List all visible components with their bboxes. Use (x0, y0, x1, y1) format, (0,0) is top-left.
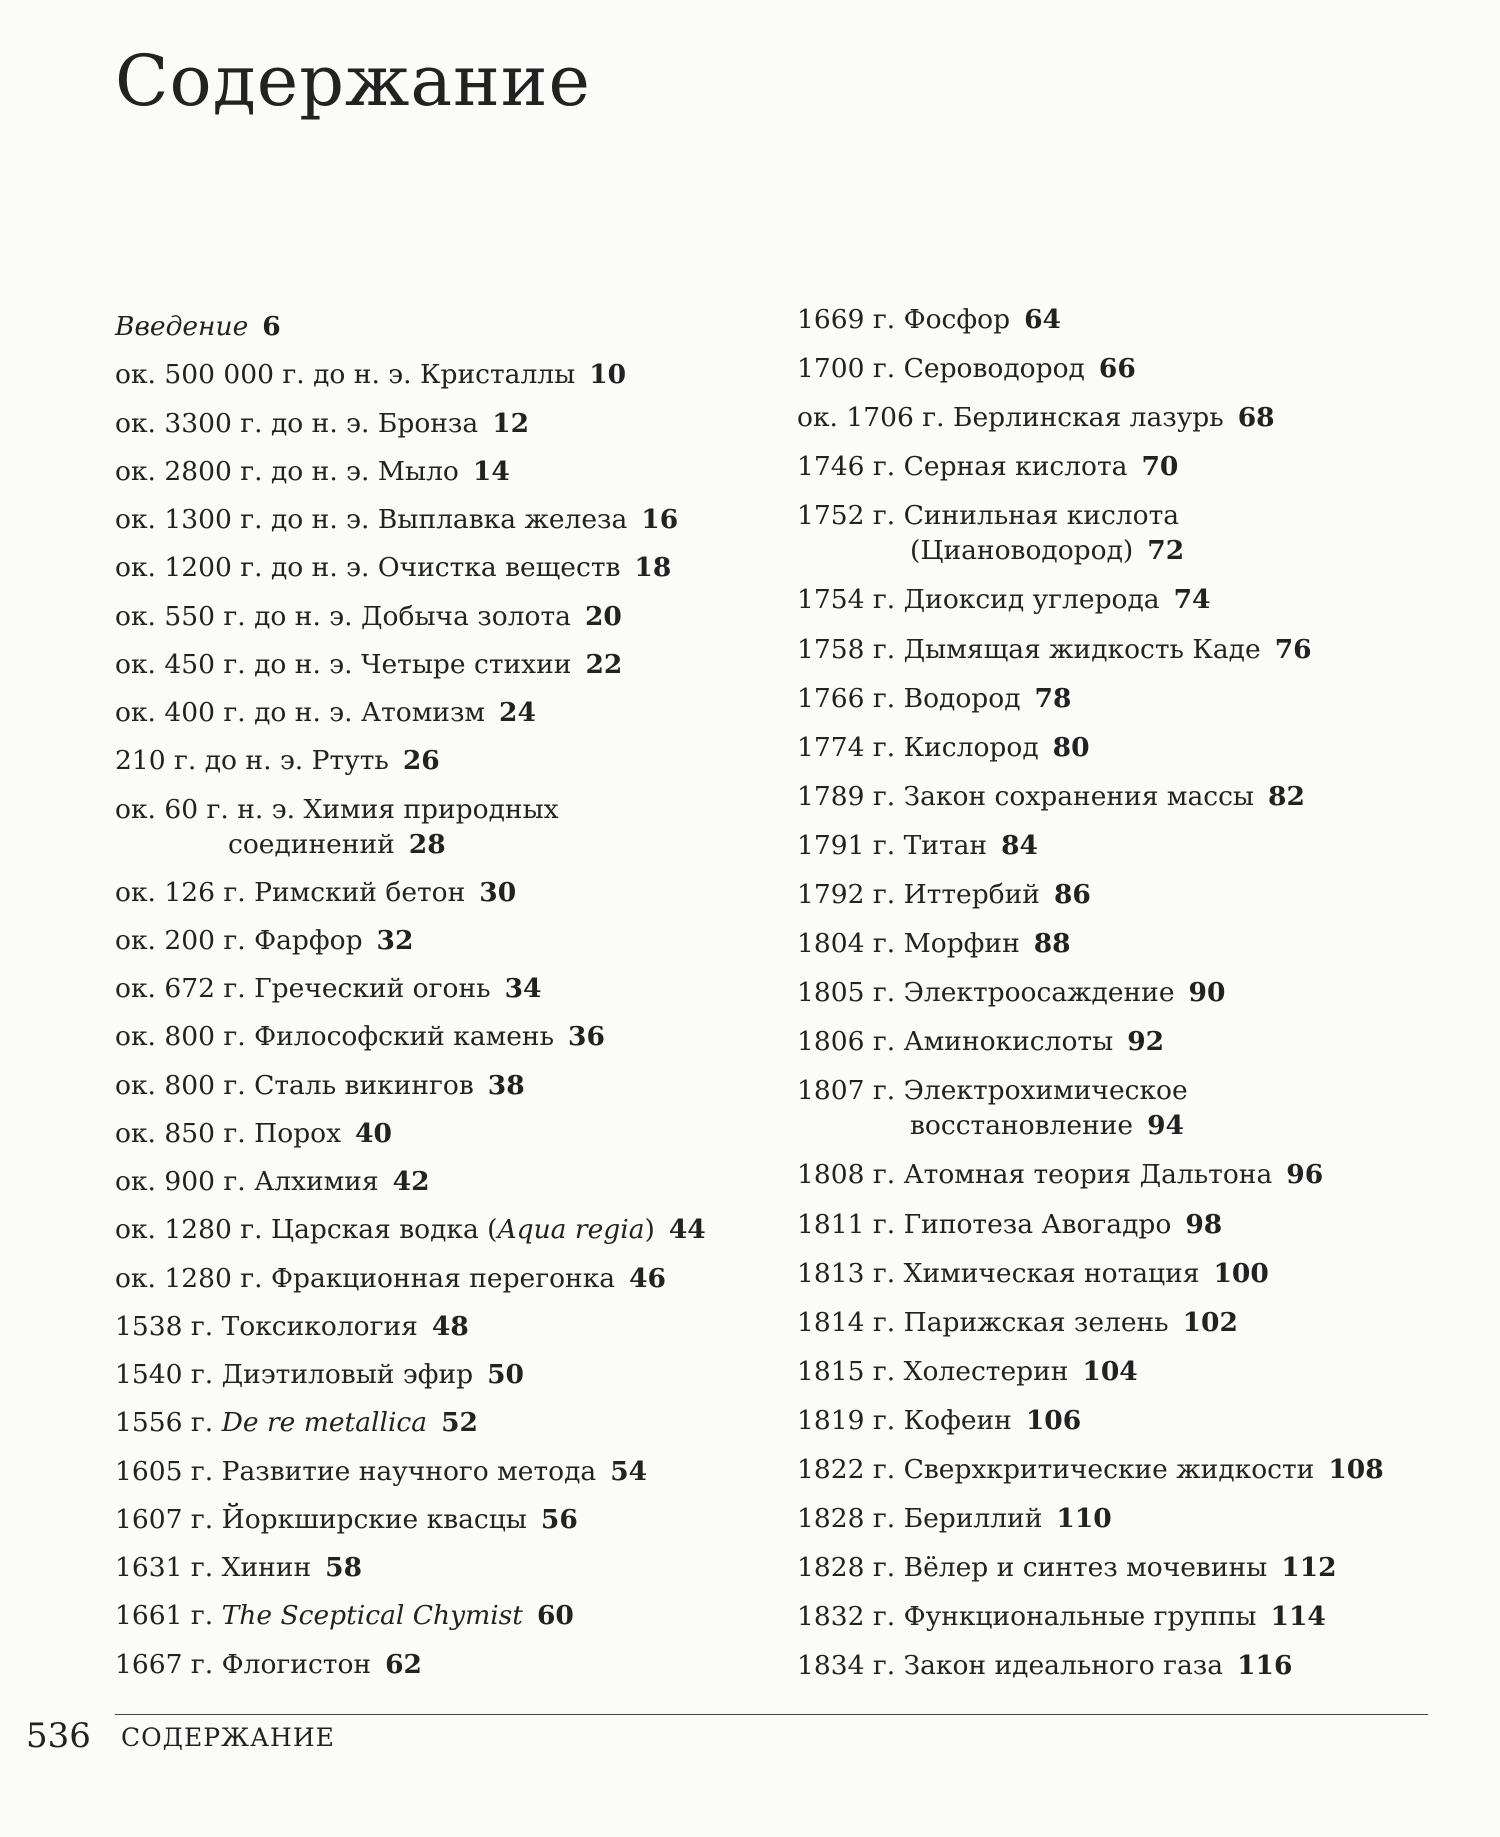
toc-entry-page-number: 22 (585, 648, 623, 680)
toc-entry-title-continuation: (Циановодород) (910, 535, 1134, 567)
toc-entry[interactable] (797, 449, 1178, 484)
toc-entry-date: 1766 г. (797, 682, 896, 714)
toc-entry-date: ок. 126 г. (115, 876, 246, 908)
toc-entry[interactable] (797, 828, 1038, 863)
toc-entry-date: 1605 г. (115, 1455, 214, 1487)
toc-entry-date: 1832 г. (797, 1601, 896, 1633)
toc-entry-title: Сталь викингов (254, 1069, 474, 1101)
toc-entry-date: ок. 550 г. до н. э. (115, 600, 353, 632)
toc-entry[interactable] (115, 1598, 574, 1633)
toc-entry-date: ок. 1706 г. (797, 402, 945, 434)
toc-entry-title: Фарфор (254, 924, 363, 956)
toc-entry-title: Закон идеального газа (903, 1650, 1224, 1682)
toc-entry-title: Фосфор (903, 304, 1011, 335)
toc-entry[interactable] (797, 1452, 1384, 1487)
toc-entry[interactable] (115, 1502, 578, 1537)
page-title: Содержание (115, 40, 591, 122)
toc-entry-page-number: 90 (1188, 977, 1226, 1009)
toc-entry-title: Царская водка ( (270, 1214, 498, 1246)
toc-entry-page-number: 34 (504, 973, 542, 1004)
toc-entry-title: Морфин (903, 928, 1020, 960)
toc-entry[interactable] (797, 877, 1091, 912)
toc-entry[interactable] (115, 1164, 430, 1199)
toc-entry-date: 1700 г. (797, 353, 896, 385)
toc-entry-page-number: 20 (584, 600, 622, 632)
toc-entry-title: Атомизм (361, 697, 486, 728)
toc-entry-title: Титан (903, 829, 988, 861)
toc-entry-title: Сверхкритические жидкости (903, 1454, 1315, 1485)
toc-entry[interactable] (115, 357, 626, 392)
toc-entry-date: ок. 1200 г. до н. э. (115, 552, 370, 584)
toc-entry-page-number: 100 (1213, 1257, 1269, 1289)
toc-entry-date: 1669 г. (797, 304, 896, 335)
toc-entry[interactable] (115, 1309, 469, 1344)
toc-entry-date: 1828 г. (797, 1552, 896, 1584)
toc-entry-page-number: 84 (1001, 829, 1038, 861)
toc-entry-date: ок. 2800 г. до н. э. (115, 455, 370, 487)
toc-entry-date: 1828 г. (797, 1503, 896, 1535)
toc-entry-page-number: 62 (385, 1648, 422, 1680)
toc-entry-page-number: 64 (1024, 304, 1061, 335)
toc-entry-date: 1815 г. (797, 1355, 896, 1387)
toc-entry-date: 1746 г. (797, 451, 896, 483)
toc-entry-date: 1538 г. (115, 1310, 214, 1342)
toc-entry[interactable] (797, 681, 1071, 716)
toc-entry-date: 210 г. до н. э. (115, 745, 304, 777)
toc-entry-title: Выплавка железа (377, 504, 628, 535)
toc-entry-title: Электроосаждение (903, 977, 1175, 1009)
toc-entry-title: Ртуть (311, 745, 389, 777)
toc-entry-title: Фракционная перегонка (270, 1262, 616, 1294)
toc-entry-title: Кофеин (903, 1404, 1012, 1436)
toc-entry-page-number: 92 (1127, 1026, 1165, 1058)
toc-entry[interactable] (797, 302, 1061, 337)
toc-entry-title: Синильная кислота (903, 500, 1180, 532)
toc-entry-page-number: 24 (499, 697, 536, 728)
toc-entry[interactable] (115, 1405, 478, 1440)
toc-entry-title: Берлинская лазурь (952, 402, 1224, 434)
toc-entry[interactable] (115, 406, 529, 441)
toc-entry-page-number: 104 (1082, 1355, 1138, 1387)
toc-entry-date: ок. 850 г. (115, 1117, 246, 1149)
toc-entry[interactable] (115, 971, 541, 1006)
toc-entry[interactable] (797, 1305, 1238, 1340)
toc-entry-title: De re metallica (221, 1407, 428, 1439)
toc-entry-title: Развитие научного метода (221, 1455, 597, 1487)
toc-entry-title: Аминокислоты (903, 1026, 1114, 1058)
toc-entry-page-number: 36 (568, 1021, 605, 1053)
toc-entry[interactable] (115, 502, 678, 537)
toc-entry[interactable] (115, 1647, 422, 1682)
toc-entry-page-number: 46 (629, 1262, 666, 1294)
toc-entry-page-number: 52 (441, 1407, 478, 1439)
toc-entry-title: Диэтиловый эфир (221, 1359, 474, 1390)
toc-entry-date: 1661 г. (115, 1600, 214, 1632)
toc-entry-date: ок. 400 г. до н. э. (115, 697, 353, 728)
toc-entry[interactable] (115, 792, 559, 862)
toc-entry-page-number: 110 (1056, 1503, 1112, 1535)
toc-entry-title: Мыло (377, 455, 459, 487)
toc-entry-page-number: 48 (431, 1310, 469, 1342)
toc-entry-date: 1540 г. (115, 1359, 214, 1390)
toc-entry-title: Кислород (903, 731, 1039, 763)
toc-entry-title-continuation: восстановление (910, 1110, 1134, 1142)
toc-entry-page-number: 66 (1098, 353, 1136, 385)
toc-entry-title: Римский бетон (254, 876, 466, 908)
toc-entry-page-number: 82 (1268, 780, 1305, 812)
toc-entry-title: Дымящая жидкость Каде (903, 633, 1261, 665)
toc-entry-title: Функциональные группы (903, 1601, 1257, 1633)
toc-entry-date: ок. 800 г. (115, 1069, 246, 1101)
toc-entry-date: 1792 г. (797, 879, 896, 910)
toc-entry[interactable] (115, 309, 281, 344)
toc-entry-title: Гипотеза Авогадро (903, 1208, 1172, 1240)
toc-entry-title-continuation: соединений (228, 828, 395, 860)
toc-entry-date: 1789 г. (797, 780, 896, 812)
toc-entry-date: 1822 г. (797, 1454, 896, 1485)
toc-entry-page-number: 18 (634, 552, 672, 584)
toc-entry[interactable] (115, 1550, 362, 1585)
toc-entry[interactable] (115, 1261, 666, 1296)
toc-entry-page-number: 50 (487, 1359, 524, 1390)
toc-entry-title: Парижская зелень (903, 1306, 1169, 1338)
toc-entry[interactable] (797, 1550, 1337, 1585)
toc-entry[interactable] (115, 1212, 706, 1247)
toc-entry-page-number: 30 (479, 876, 517, 908)
toc-entry-date: 1807 г. (797, 1075, 896, 1107)
toc-entry-title: The Sceptical Chymist (221, 1600, 523, 1632)
toc-entry-date: 1804 г. (797, 928, 896, 960)
toc-entry-page-number: 14 (472, 455, 510, 487)
toc-entry-title: Йоркширские квасцы (221, 1503, 527, 1535)
toc-entry-title: Четыре стихии (361, 648, 572, 680)
toc-entry-title: Химия природных (303, 793, 559, 825)
toc-entry-date: ок. 900 г. (115, 1166, 246, 1197)
toc-entry[interactable] (797, 975, 1225, 1010)
toc-entry[interactable] (797, 351, 1136, 386)
toc-entry[interactable] (797, 498, 1184, 568)
toc-entry-date: ок. 1280 г. (115, 1262, 263, 1294)
toc-entry-page-number: 16 (641, 504, 679, 535)
toc-entry-date: 1819 г. (797, 1404, 896, 1436)
toc-entry-page-number: 60 (536, 1600, 574, 1632)
toc-entry[interactable] (797, 1354, 1138, 1389)
toc-entry-title-italic: Aqua regia (497, 1214, 645, 1246)
toc-entry-title: Водород (903, 682, 1021, 714)
toc-entry-title: Сероводород (903, 353, 1085, 385)
toc-entry-date: ок. 450 г. до н. э. (115, 648, 353, 680)
toc-entry-date: ок. 800 г. (115, 1021, 246, 1053)
toc-entry[interactable] (115, 1068, 525, 1103)
toc-entry-page-number: 32 (376, 924, 414, 956)
toc-entry-date: 1805 г. (797, 977, 896, 1009)
toc-entry-title: Философский камень (254, 1021, 555, 1053)
toc-entry-page-number: 12 (492, 407, 530, 439)
toc-entry-page-number: 28 (408, 828, 446, 860)
toc-entry-title: Вёлер и синтез мочевины (903, 1552, 1268, 1584)
toc-entry-page-number: 68 (1237, 402, 1275, 434)
toc-entry-date: 1808 г. (797, 1159, 896, 1191)
toc-entry-page-number: 102 (1182, 1306, 1238, 1338)
toc-entry[interactable] (115, 647, 622, 682)
footer-section-label: СОДЕРЖАНИЕ (121, 1723, 335, 1752)
toc-entry[interactable] (797, 1256, 1269, 1291)
toc-entry-date: ок. 1280 г. (115, 1214, 263, 1246)
toc-entry[interactable] (797, 1501, 1112, 1536)
toc-entry[interactable] (797, 1599, 1326, 1634)
toc-entry[interactable] (797, 1157, 1323, 1192)
toc-entry-date: 1556 г. (115, 1407, 214, 1439)
toc-entry-title: Добыча золота (361, 600, 571, 632)
toc-entry-title: Серная кислота (903, 451, 1128, 483)
toc-entry-page-number: 108 (1328, 1454, 1384, 1485)
toc-entry-page-number: 106 (1025, 1404, 1082, 1436)
toc-entry[interactable] (797, 1073, 1188, 1143)
toc-entry[interactable] (797, 1648, 1292, 1683)
toc-entry-date: ок. 3300 г. до н. э. (115, 407, 370, 439)
toc-entry-date: ок. 672 г. (115, 973, 246, 1004)
toc-entry-date: 1813 г. (797, 1257, 896, 1289)
toc-entry-title: Диоксид углерода (903, 584, 1160, 616)
toc-entry-date: 1607 г. (115, 1503, 214, 1535)
toc-entry[interactable] (115, 1116, 392, 1151)
toc-entry[interactable] (115, 599, 622, 634)
toc-entry-page-number: 76 (1274, 633, 1312, 665)
toc-entry-title: Порох (254, 1117, 342, 1149)
toc-entry-page-number: 98 (1185, 1208, 1223, 1240)
toc-entry-title: Иттербий (903, 879, 1040, 910)
footer-page-number: 536 (26, 1716, 91, 1756)
toc-entry-date: ок. 500 000 г. до н. э. (115, 359, 412, 391)
toc-entry-page-number: 6 (262, 311, 281, 342)
toc-entry[interactable] (797, 926, 1071, 961)
toc-entry-date: 1667 г. (115, 1648, 214, 1680)
toc-entry[interactable] (797, 1024, 1164, 1059)
toc-entry-page-number: 56 (540, 1503, 578, 1535)
toc-entry[interactable] (115, 454, 510, 489)
toc-entry-title: Очистка веществ (377, 552, 621, 584)
toc-entry-date: 1758 г. (797, 633, 896, 665)
toc-entry[interactable] (797, 1403, 1081, 1438)
toc-entry-date: 1811 г. (797, 1208, 896, 1240)
toc-entry-date: ок. 1300 г. до н. э. (115, 504, 370, 535)
toc-entry[interactable] (797, 730, 1090, 765)
toc-entry-page-number: 78 (1034, 682, 1072, 714)
toc-entry-title: Атомная теория Дальтона (903, 1159, 1273, 1191)
toc-entry[interactable] (115, 1357, 524, 1392)
toc-entry-title: Флогистон (221, 1648, 372, 1680)
toc-entry-title: Токсикология (221, 1310, 418, 1342)
toc-entry-page-number: 94 (1147, 1110, 1184, 1142)
toc-entry[interactable] (115, 923, 413, 958)
toc-entry[interactable] (797, 632, 1312, 667)
toc-entry-date: 1752 г. (797, 500, 896, 532)
toc-entry[interactable] (115, 875, 516, 910)
toc-entry-title: Введение (115, 311, 249, 342)
toc-entry-title: Холестерин (903, 1355, 1069, 1387)
toc-entry-page-number: 44 (668, 1214, 706, 1246)
toc-entry-date: ок. 200 г. (115, 924, 246, 956)
toc-entry[interactable] (115, 1019, 605, 1054)
toc-entry-date: 1814 г. (797, 1306, 896, 1338)
toc-entry[interactable] (115, 550, 671, 585)
toc-entry-title: Бериллий (903, 1503, 1043, 1535)
toc-entry-page-number: 42 (392, 1166, 430, 1197)
toc-entry-page-number: 114 (1270, 1601, 1326, 1633)
toc-entry-page-number: 10 (589, 359, 627, 391)
toc-entry-title: Химическая нотация (903, 1257, 1200, 1289)
toc-entry[interactable] (797, 582, 1211, 617)
toc-entry-title: Греческий огонь (254, 973, 491, 1004)
toc-entry-page-number: 88 (1033, 928, 1071, 960)
toc-entry[interactable] (797, 400, 1275, 435)
toc-entry-date: 1754 г. (797, 584, 896, 616)
toc-entry[interactable] (115, 695, 536, 730)
toc-entry-title: Закон сохранения массы (903, 780, 1255, 812)
toc-entry-page-number: 112 (1281, 1552, 1337, 1584)
toc-entry-title: Алхимия (254, 1166, 379, 1197)
toc-entry[interactable] (115, 1454, 647, 1489)
toc-entry-page-number: 80 (1052, 731, 1090, 763)
toc-entry-date: 1631 г. (115, 1552, 214, 1583)
toc-entry-date: 1834 г. (797, 1650, 896, 1682)
toc-entry-page-number: 40 (355, 1117, 392, 1149)
toc-entry-page-number: 54 (610, 1455, 648, 1487)
toc-entry-page-number: 70 (1141, 451, 1179, 483)
toc-entry-title: Кристаллы (420, 359, 576, 391)
toc-entry-title: Бронза (377, 407, 479, 439)
toc-entry-title: Хинин (221, 1552, 312, 1583)
toc-entry-date: 1791 г. (797, 829, 896, 861)
toc-entry-page-number: 38 (487, 1069, 525, 1101)
toc-entry-date: 1806 г. (797, 1026, 896, 1058)
toc-entry-page-number: 86 (1053, 879, 1091, 910)
toc-entry-page-number: 58 (325, 1552, 363, 1583)
toc-entry-page-number: 96 (1286, 1159, 1324, 1191)
toc-entry-page-number: 74 (1173, 584, 1211, 616)
footer-divider (115, 1714, 1428, 1715)
toc-entry[interactable] (797, 1207, 1222, 1242)
toc-entry-title-suffix: ) (644, 1214, 655, 1246)
toc-entry-date: ок. 60 г. н. э. (115, 793, 296, 825)
toc-entry[interactable] (115, 743, 440, 778)
toc-entry-title: Электрохимическое (903, 1075, 1188, 1107)
toc-entry-page-number: 116 (1237, 1650, 1293, 1682)
toc-entry-date: 1774 г. (797, 731, 896, 763)
toc-entry[interactable] (797, 779, 1305, 814)
toc-entry-page-number: 72 (1147, 535, 1185, 567)
toc-entry-page-number: 26 (402, 745, 440, 777)
